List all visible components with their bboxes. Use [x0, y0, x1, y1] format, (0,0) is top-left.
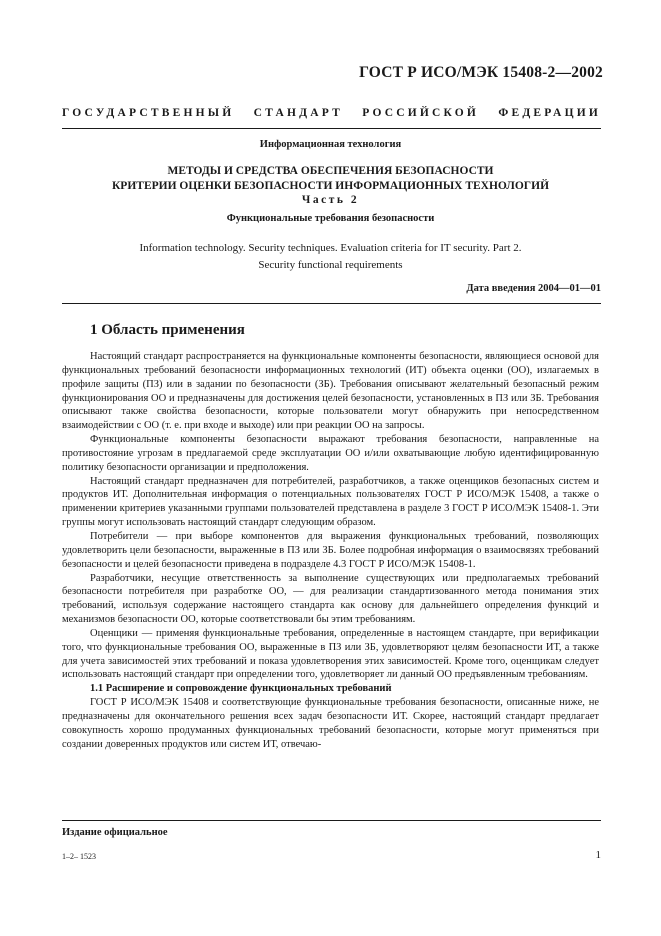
date-divider	[62, 303, 601, 304]
paragraph: Потребители — при выборе компонентов для выражения функциональных требований, позволяющих удовлетворить цели безопасности, выраженные в ПЗ или ЗБ. Более подробная информация о взаимосвязях требований безопасности и целей безопасности приведена в подразделе 4.3 ГОСТ Р ИСО/МЭК 15408-1.	[62, 530, 599, 570]
edition-label: Издание официальное	[62, 827, 168, 838]
print-code: 1–2– 1523	[62, 852, 96, 861]
paragraph: Настоящий стандарт предназначен для потребителей, разработчиков, а также оценщиков безопасных систем и продуктов ИТ. Дополнительная информация о потенциальных пользователях ГОСТ Р ИСО/МЭК 15408, а также о применении критериев указанными группами пользователей представлена в разделе 3 ГОСТ Р ИСО/МЭК 15408-1. Эти группы могут использовать настоящий стандарт следующим образом.	[62, 475, 599, 529]
body-text	[62, 350, 599, 751]
title-line: КРИТЕРИИ ОЦЕНКИ БЕЗОПАСНОСТИ ИНФОРМАЦИОННЫХ ТЕХНОЛОГИЙ	[111, 180, 550, 192]
banner-word: ГОСУДАРСТВЕННЫЙ	[62, 107, 235, 119]
subsection-heading: 1.1 Расширение и сопровождение функциональных требований	[90, 683, 392, 695]
paragraph: Настоящий стандарт распространяется на функциональные компоненты безопасности, являющиеся основой для функциональных требований безопасности информационных технологий (ИТ) объекта оценки (ОО), излагаемых в профиле защиты (ПЗ) или в задании по безопасности (ЗБ). Требования описывают желательный безопасный режим функционирования ОО и предназначены для достижения целей безопасности, установленных в ПЗ или ЗБ. Требования описывают также свойства безопасности, которые пользователи могут обнаружить при непосредственном взаимодействии с ОО (т. е. при входе и выходе) или при реакции ОО на запросы.	[62, 351, 599, 432]
banner-word: СТАНДАРТ	[253, 107, 343, 119]
footer-divider	[62, 820, 601, 821]
banner-word: РОССИЙСКОЙ	[362, 107, 480, 119]
effective-date: Дата введения 2004—01—01	[466, 283, 601, 294]
banner-word: ФЕДЕРАЦИИ	[498, 107, 601, 119]
title-info: Информационная технология	[259, 139, 402, 150]
paragraph: Оценщики — применяя функциональные требования, определенные в настоящем стандарте, при верификации того, что функциональные требования ОО, выраженные в ПЗ или ЗБ, удовлетворяют целям безопасности ИТ, а также для учета зависимостей этих требований и показа удовлетворения этих зависимостей. Кроме того, оценщикам следует использовать настоящий стандарт при определении того, удовлетворяет ли данный ОО предъявленным требованиям.	[62, 627, 599, 681]
document-subtitle: Функциональные требования безопасности	[226, 213, 435, 224]
english-title-line: Security functional requirements	[258, 259, 403, 271]
paragraph: Функциональные компоненты безопасности выражают требования безопасности, направленные на противостояние угрозам в предлагаемой среде эксплуатации ОО и/или охватывающие любую идентифицированную политику безопасности организации и предположения.	[62, 434, 599, 473]
header-divider	[62, 128, 601, 129]
document-title	[0, 164, 661, 194]
standard-banner	[62, 107, 601, 119]
page-number: 1	[595, 849, 601, 861]
english-title	[0, 240, 661, 274]
part-label: Часть 2	[301, 194, 360, 206]
title-line: МЕТОДЫ И СРЕДСТВА ОБЕСПЕЧЕНИЯ БЕЗОПАСНОСТИ	[167, 165, 494, 177]
paragraph: ГОСТ Р ИСО/МЭК 15408 и соответствующие функциональные требования безопасности, описанные ниже, не предназначены для окончательного решения всех задач безопасности ИТ. Скорее, настоящий стандарт предлагает совокупность хорошо продуманных функциональных требований безопасности, которые могут применяться при создании доверенных продуктов или систем ИТ, отвечаю-	[62, 697, 599, 750]
paragraph: Разработчики, несущие ответственность за выполнение существующих или предполагаемых требований безопасности потребителя при разработке ОО, — для реализации стандартизованного метода понимания этих требований, используя содержание настоящего стандарта как основу для дальнейшего определения функций и механизмов безопасности ОО, которые соответствовали бы этим требованиям.	[62, 572, 599, 626]
section-heading: 1 Область применения	[90, 322, 245, 338]
standard-number: ГОСТ Р ИСО/МЭК 15408-2—2002	[359, 64, 603, 81]
english-title-line: Information technology. Security techniques. Evaluation criteria for IT security. Part 2.	[139, 242, 522, 254]
